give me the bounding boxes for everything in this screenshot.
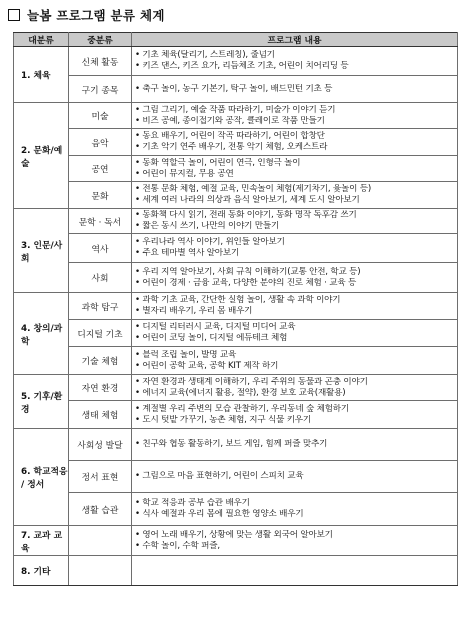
program-content <box>132 129 458 156</box>
content-line: • 축구 놀이, 농구 기본기, 탁구 놀이, 배드민턴 기초 등 <box>135 83 333 94</box>
table-row <box>14 493 458 526</box>
content-line: • 키즈 댄스, 키즈 요가, 리듬체조 기초, 어린이 치어리딩 등 <box>135 61 349 71</box>
content-line: • 우리 지역 알아보기, 사회 규칙 이해하기(교통 안전, 학교 등) <box>135 266 361 277</box>
program-content <box>132 493 458 526</box>
mid-category: 과학 탐구 <box>69 293 132 320</box>
content-line: • 동화 역할극 놀이, 어린이 연극, 인형극 놀이 <box>135 157 301 168</box>
major-category: 4. 창의/과학 <box>14 293 69 375</box>
table-row <box>14 234 458 263</box>
table-row <box>14 103 458 129</box>
program-classification-table <box>13 32 458 586</box>
content-line: • 짧은 동시 쓰기, 나만의 이야기 만들기 <box>135 221 280 231</box>
program-content <box>132 263 458 293</box>
table-header-row <box>14 33 458 47</box>
major-category: 5. 기후/환경 <box>14 375 69 429</box>
table-row <box>14 263 458 293</box>
mid-category: 구기 종목 <box>69 76 132 103</box>
content-line: • 자연 환경과 생태계 이해하기, 우리 주위의 동물과 곤충 이야기 <box>135 376 368 387</box>
program-content <box>132 47 458 76</box>
program-content <box>132 401 458 429</box>
content-line: • 우리나라 역사 이야기, 위인들 알아보기 <box>135 237 285 247</box>
content-line: • 어린이 뮤지컬, 무용 공연 <box>135 168 234 179</box>
content-line: • 디지털 리터러시 교육, 디지털 미디어 교육 <box>135 322 296 332</box>
mid-category: 역사 <box>69 234 132 263</box>
major-category: 7. 교과 교육 <box>14 526 69 556</box>
mid-category: 사회 <box>69 263 132 293</box>
table-row <box>14 156 458 182</box>
content-line: • 블럭 조립 놀이, 발명 교육 <box>135 349 237 360</box>
content-line: • 그림 그리기, 예술 작품 따라하기, 미술가 이야기 듣기 <box>135 104 336 115</box>
mid-category: 자연 환경 <box>69 375 132 401</box>
major-category: 6. 학교적응 / 정서 <box>14 429 69 526</box>
program-content <box>132 526 458 556</box>
mid-category: 신체 활동 <box>69 47 132 76</box>
table-row <box>14 556 458 586</box>
major-category: 3. 인문/사회 <box>14 209 69 293</box>
major-category: 1. 체육 <box>14 47 69 103</box>
mid-category: 미술 <box>69 103 132 129</box>
table-row <box>14 375 458 401</box>
mid-category: 문화 <box>69 182 132 209</box>
checkbox-icon <box>8 9 20 21</box>
content-line: • 과학 기초 교육, 간단한 실험 놀이, 생활 속 과학 이야기 <box>135 295 341 305</box>
mid-category: 생태 체험 <box>69 401 132 429</box>
program-content <box>132 293 458 320</box>
program-content <box>132 320 458 347</box>
program-content <box>132 461 458 493</box>
program-content <box>132 234 458 263</box>
content-line: • 어린이 코딩 놀이, 디지털 에듀테크 체험 <box>135 333 288 343</box>
mid-category <box>69 526 132 556</box>
content-line: • 전통 문화 체험, 예절 교육, 민속놀이 체험(제기차기, 윷놀이 등) <box>135 184 371 194</box>
mid-category: 문학 · 독서 <box>69 209 132 234</box>
mid-category: 공연 <box>69 156 132 182</box>
mid-category: 사회성 발달 <box>69 429 132 461</box>
table-row <box>14 129 458 156</box>
content-line: • 세계 여러 나라의 의상과 음식 알아보기, 세계 도시 알아보기 <box>135 195 360 205</box>
table-row <box>14 429 458 461</box>
table-body <box>14 47 458 586</box>
table-row <box>14 182 458 209</box>
content-line: • 도시 텃밭 가꾸기, 농촌 체험, 지구 식물 키우기 <box>135 414 312 425</box>
content-line: • 식사 예절과 우리 몸에 필요한 영양소 배우기 <box>135 509 304 519</box>
program-content <box>132 429 458 461</box>
mid-category: 디지털 기초 <box>69 320 132 347</box>
table-row <box>14 76 458 103</box>
mid-category: 기술 체험 <box>69 347 132 375</box>
content-line: • 영어 노래 배우기, 상황에 맞는 생활 외국어 알아보기 <box>135 529 333 540</box>
header-mid: 중분류 <box>69 33 132 47</box>
mid-category: 정서 표현 <box>69 461 132 493</box>
table-row <box>14 209 458 234</box>
content-line: • 별자리 배우기, 우리 몸 배우기 <box>135 306 253 316</box>
content-line: • 어린이 공학 교육, 공학 KIT 제작 하기 <box>135 360 279 371</box>
header-major: 대분류 <box>14 33 69 47</box>
mid-category: 생활 습관 <box>69 493 132 526</box>
table-row <box>14 293 458 320</box>
program-content <box>132 156 458 182</box>
table-row <box>14 320 458 347</box>
content-line: • 기초 악기 연주 배우기, 전통 악기 체험, 오케스트라 <box>135 142 328 152</box>
page-title <box>6 5 165 25</box>
program-content <box>132 556 458 586</box>
content-line: • 동화책 다시 읽기, 전래 동화 이야기, 동화 명작 독후감 쓰기 <box>135 210 357 220</box>
program-content <box>132 209 458 234</box>
content-line: • 친구와 협동 활동하기, 보드 게임, 힘께 퍼즐 맞추기 <box>135 439 328 449</box>
content-line: • 학교 적응과 공부 습관 배우기 <box>135 498 250 508</box>
table-row <box>14 47 458 76</box>
content-line: • 비즈 공예, 종이접기와 공작, 클레이로 작품 만들기 <box>135 115 325 126</box>
header-content: 프로그램 내용 <box>132 33 458 47</box>
program-content <box>132 375 458 401</box>
program-content <box>132 182 458 209</box>
content-line: • 주요 테마별 역사 알아보기 <box>135 248 240 258</box>
content-line: • 기초 체육(달리기, 스트레칭), 줄넘기 <box>135 50 275 60</box>
content-line: • 어린이 경제 · 금융 교육, 다양한 분야의 진로 체험 · 교육 등 <box>135 277 357 288</box>
content-line: • 계절별 우리 주변의 모습 관찰하기, 우리동네 숲 체험하기 <box>135 403 349 414</box>
mid-category: 음악 <box>69 129 132 156</box>
program-content <box>132 76 458 103</box>
program-content <box>132 103 458 129</box>
title-text: 늘봄 프로그램 분류 체계 <box>27 8 165 23</box>
table-row <box>14 461 458 493</box>
table-row <box>14 347 458 375</box>
content-line: • 그림으로 마음 표현하기, 어린이 스피치 교육 <box>135 471 304 481</box>
major-category: 2. 문화/예술 <box>14 103 69 209</box>
content-line: • 수학 놀이, 수학 퍼즐, <box>135 540 220 551</box>
major-category: 8. 기타 <box>14 556 69 586</box>
table-row <box>14 526 458 556</box>
table-row <box>14 401 458 429</box>
content-line: • 에너지 교육(에너지 활용, 절약), 환경 보호 교육(재활용) <box>135 387 346 398</box>
program-content <box>132 347 458 375</box>
mid-category <box>69 556 132 586</box>
content-line: • 동요 배우기, 어린이 작곡 따라하기, 어린이 합창단 <box>135 131 325 141</box>
